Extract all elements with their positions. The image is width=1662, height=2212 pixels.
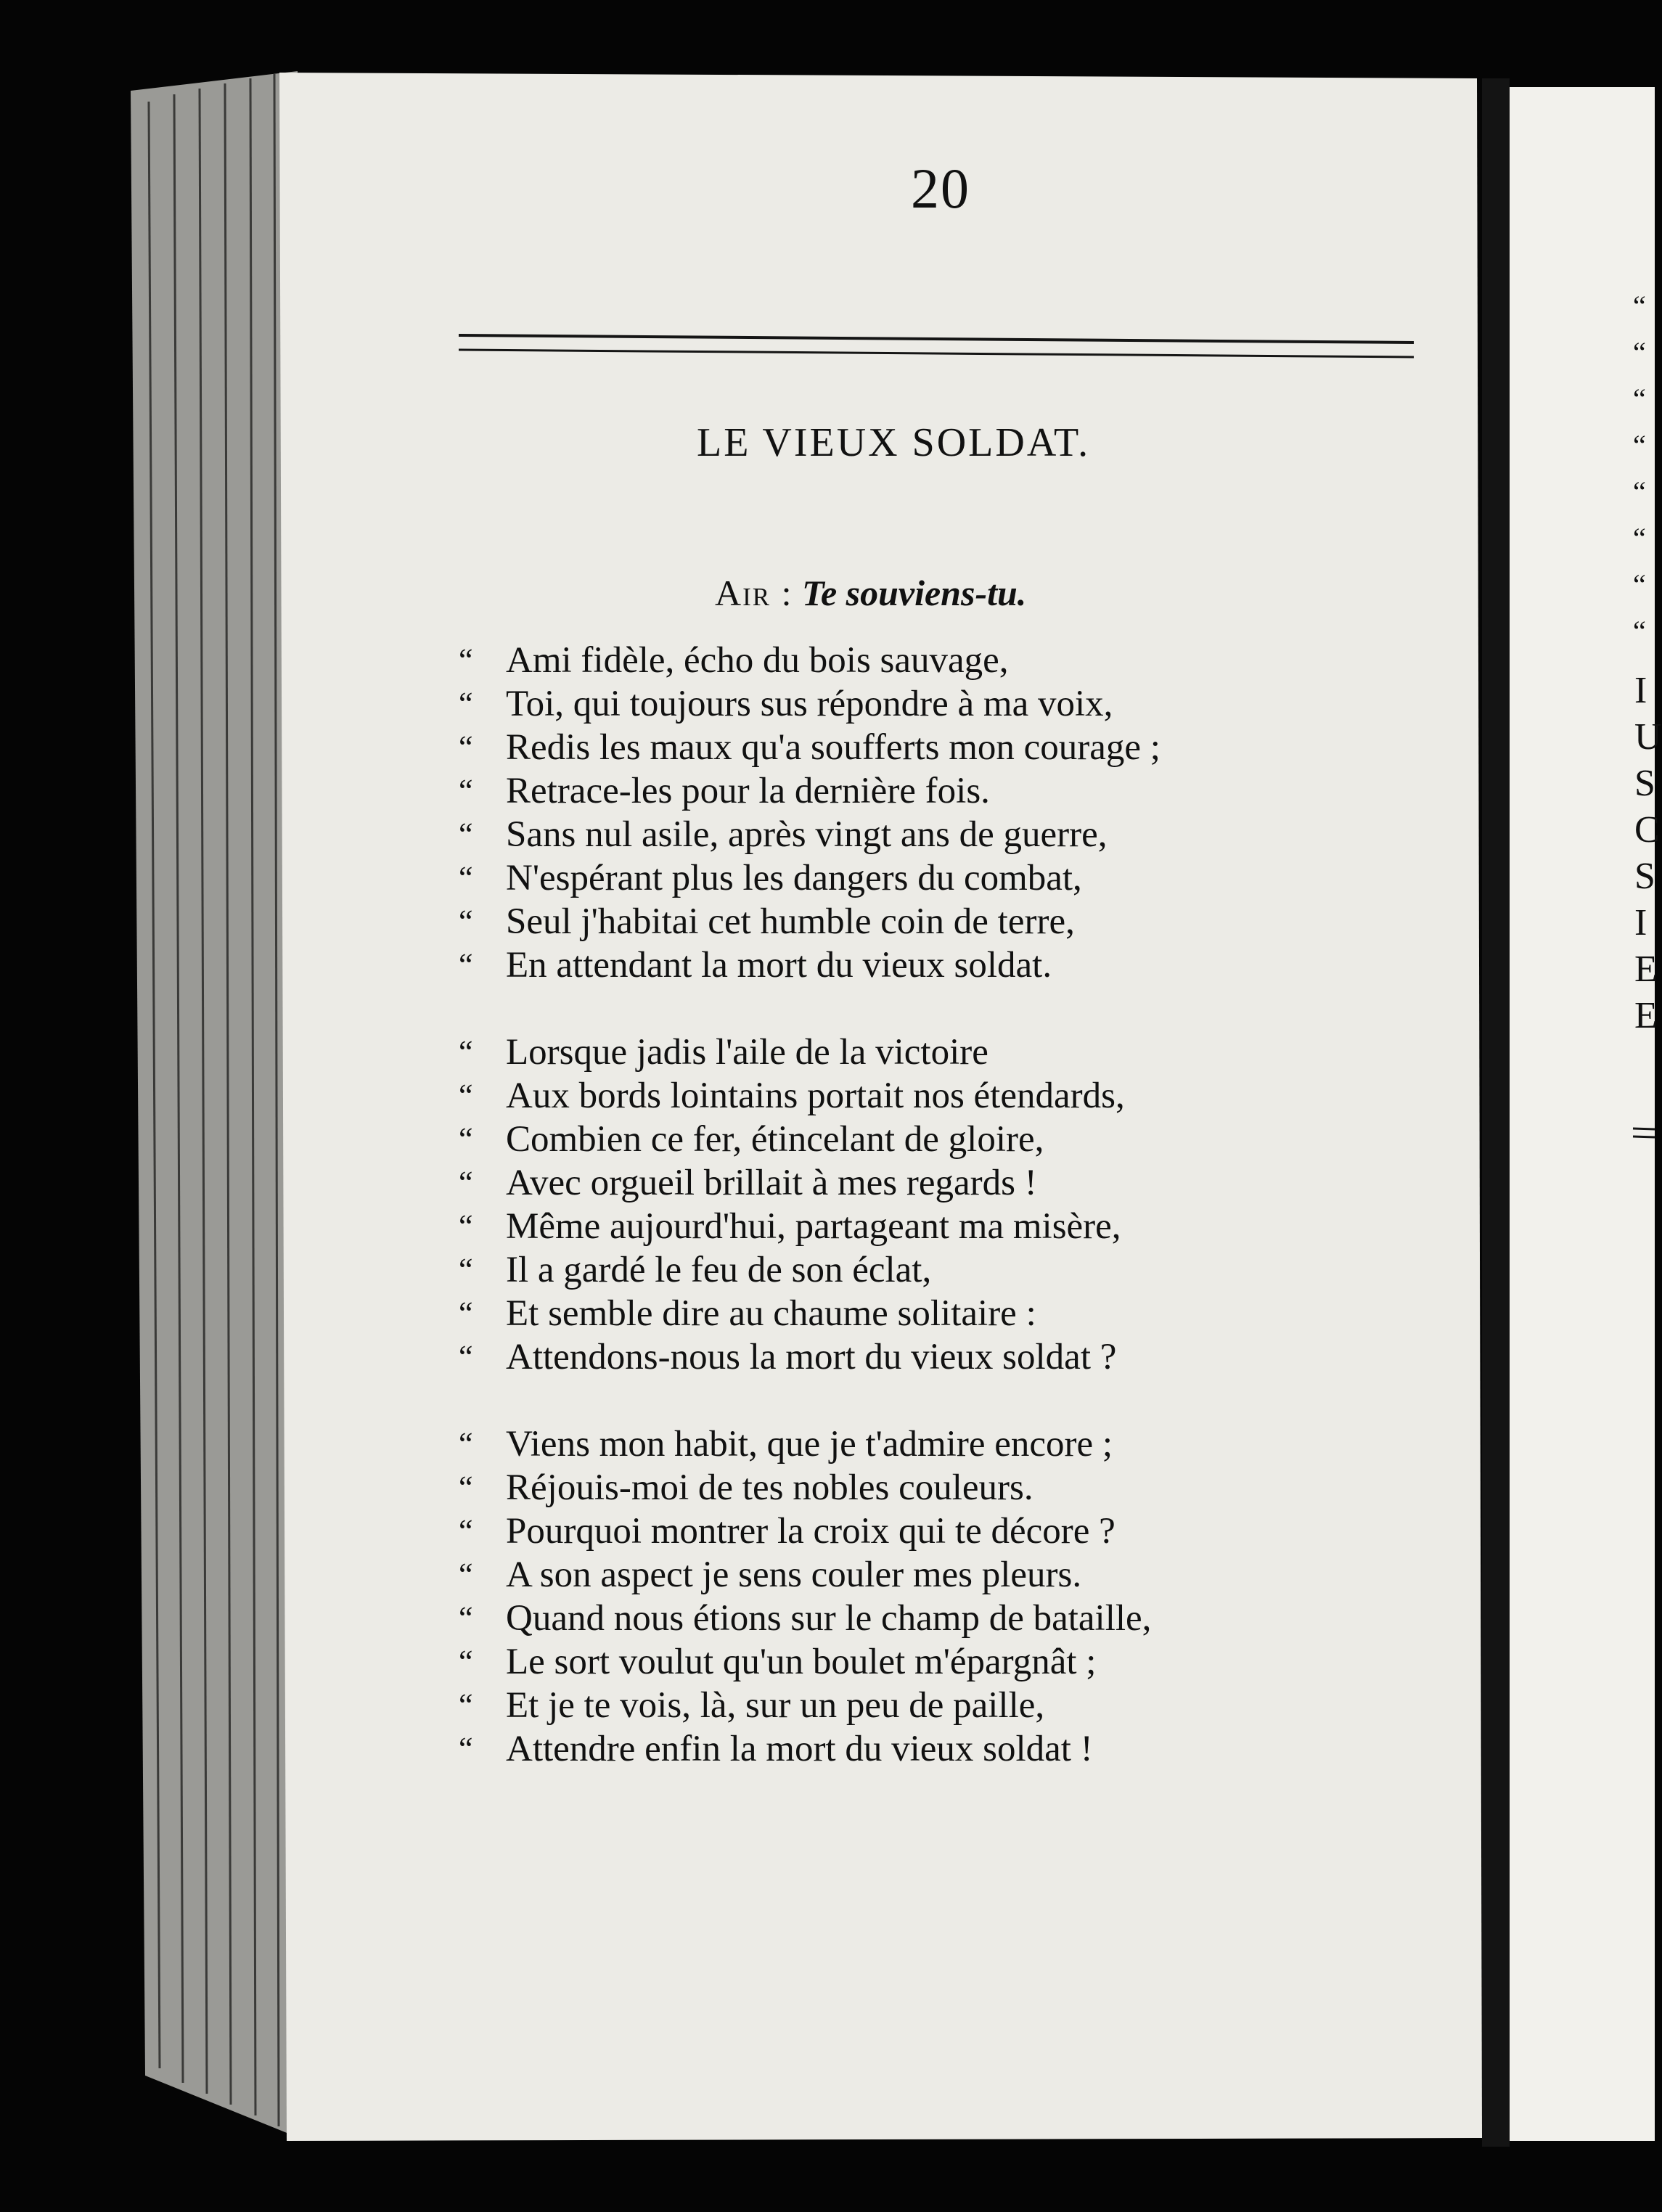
page-number: 20 [911,157,970,220]
verse-line: Attendons-nous la mort du vieux soldat ? [506,1337,1117,1377]
verse-line: Même aujourd'hui, partageant ma misère, [506,1206,1121,1247]
facing-page-quote-marks [1633,283,1646,655]
quote-mark: “ [459,1034,473,1070]
verse-line: Pourquoi montrer la croix qui te décore ? [506,1511,1115,1552]
verse-line: A son aspect je sens couler mes pleurs. [506,1554,1082,1595]
verse-line: Viens mon habit, que je t'admire encore ; [506,1424,1113,1465]
verse-line: Attendre enfin la mort du vieux soldat ! [506,1729,1093,1769]
quote-mark: “ [459,729,473,765]
facing-initial: E [1634,995,1658,1036]
quote-mark: “ [459,1731,473,1766]
quote-mark: “ [459,1513,473,1549]
verse-line: Toi, qui toujours sus répondre à ma voix, [506,684,1113,724]
quote-mark: “ [459,1252,473,1287]
facing-initial: C [1634,809,1660,851]
facing-initial: S [1634,763,1655,804]
quote-mark: “ [459,1470,473,1505]
verse-line: N'espérant plus les dangers du combat, [506,858,1082,898]
verse-line: En attendant la mort du vieux soldat. [506,945,1052,986]
verse-line: Quand nous étions sur le champ de bataille, [506,1598,1152,1639]
verse-line: Et je te vois, là, sur un peu de paille, [506,1685,1045,1726]
verse-line: Combien ce fer, étincelant de gloire, [506,1119,1044,1160]
facing-initial: I [1634,902,1647,943]
facing-page-initials [1634,668,1662,1039]
verse-line: Seul j'habitai cet humble coin de terre, [506,901,1075,942]
verse-line: Et semble dire au chaume solitaire : [506,1293,1036,1334]
verse-line: Sans nul asile, après vingt ans de guerre, [506,814,1108,855]
verse-line: Retrace-les pour la dernière fois. [506,771,990,811]
quote-mark: “ [459,904,473,939]
facing-initial: E [1634,949,1658,990]
facing-quote-mark: “ [1633,568,1646,601]
quote-mark: “ [459,1687,473,1723]
facing-initial: U [1634,716,1662,758]
quote-mark: “ [459,816,473,852]
quote-mark: “ [459,686,473,721]
quote-mark: “ [459,1426,473,1462]
facing-quote-mark: “ [1633,615,1646,647]
verse-line: Il a gardé le feu de son éclat, [506,1250,932,1290]
verse-line: Avec orgueil brillait à mes regards ! [506,1163,1037,1203]
quote-mark: “ [459,1557,473,1592]
air-line [715,572,1026,614]
quote-mark: “ [459,1600,473,1636]
verse-line: Le sort voulut qu'un boulet m'épargnât ; [506,1642,1097,1682]
quote-mark: “ [459,1121,473,1157]
quote-mark: “ [459,773,473,808]
verse-line: Réjouis-moi de tes nobles couleurs. [506,1467,1033,1508]
quote-mark: “ [459,1339,473,1375]
quote-mark: “ [459,1295,473,1331]
quote-mark: “ [459,860,473,896]
poem-title: LE VIEUX SOLDAT. [697,420,1091,465]
verse-line: Lorsque jadis l'aile de la victoire [506,1032,988,1073]
quote-mark: “ [459,1078,473,1113]
facing-quote-mark: “ [1633,336,1646,369]
air-label: Air : [715,573,793,613]
quote-mark: “ [459,1165,473,1200]
verse-line: Ami fidèle, écho du bois sauvage, [506,640,1009,681]
facing-initial: S [1634,856,1655,897]
verse-line: Aux bords lointains portait nos étendards, [506,1076,1125,1116]
quote-mark: “ [459,1208,473,1244]
air-tune: Te souviens-tu. [802,573,1027,613]
quote-mark: “ [459,1644,473,1679]
facing-quote-mark: “ [1633,475,1646,508]
facing-quote-mark: “ [1633,382,1646,415]
facing-quote-mark: “ [1633,522,1646,554]
facing-initial: I [1634,670,1647,711]
quote-mark: “ [459,642,473,678]
facing-quote-mark: “ [1633,290,1646,322]
facing-quote-mark: “ [1633,429,1646,462]
quote-mark: “ [459,947,473,983]
verse-line: Redis les maux qu'a soufferts mon courage ; [506,727,1160,768]
